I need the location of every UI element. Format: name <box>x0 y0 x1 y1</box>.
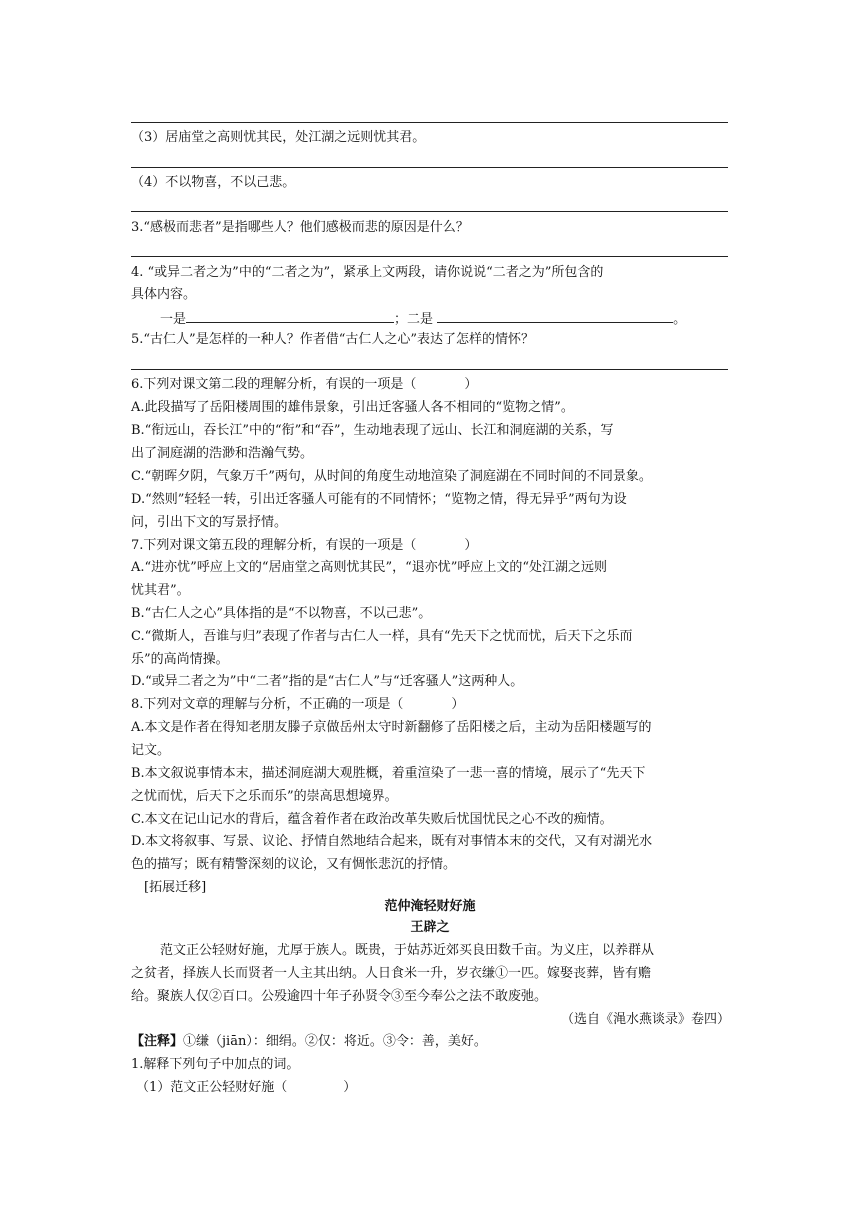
q8-close: ） <box>451 697 465 712</box>
q8-option-a-line2: 记文。 <box>131 743 171 758</box>
q8-stem-text: 8.下列对文章的理解与分析，不正确的一项是（ <box>131 697 404 712</box>
q7-option-c-line2: 乐”的高尚情操。 <box>131 652 229 667</box>
answer-line <box>131 256 728 257</box>
question-5: 5.“古仁人”是怎样的一种人？作者借“古仁人之心”表达了怎样的情怀？ <box>131 332 534 347</box>
q7-option-b: B.“古仁人之心”具体指的是“不以物喜，不以己悲”。 <box>131 606 432 621</box>
q6-option-d-line1: D.“然则”轻轻一转，引出迁客骚人可能有的不同情怀；“览物之情，得无异乎”两句为设 <box>131 492 627 507</box>
question-4-line2: 具体内容。 <box>131 287 197 302</box>
question-4-answer-row <box>160 308 686 330</box>
q7-option-a-line1: A.“进亦忧”呼应上文的“居庙堂之高则忧其民”，“退亦忧”呼应上文的“处江湖之远则 <box>131 560 608 575</box>
q8-option-a-line1: A.本文是作者在得知老朋友滕子京做岳州太守时新翻修了岳阳楼之后，主动为岳阳楼题写的 <box>131 720 652 735</box>
q6-stem-text: 6.下列对课文第二段的理解分析，有误的一项是（ <box>131 377 417 392</box>
passage-line-3: 给。聚族人仅②百口。公殁逾四十年子孙贤令③至今奉公之法不敢废弛。 <box>131 989 548 1004</box>
q8-option-b-line1: B.本文叙说事情本末，描述洞庭湖大观胜概，着重渲染了一悲一喜的情境，展示了“先天下 <box>131 766 646 781</box>
answer-line <box>131 167 728 168</box>
q4-one-label: 一是 <box>160 312 187 327</box>
question-4-line1: 4. “或异二者之为”中的“二者之为”，紧承上文两段，请你说说“二者之为”所包含的 <box>131 265 604 280</box>
question-8-stem <box>131 695 464 715</box>
annotation-text: ①缣（jiān）：细绢。②仅：将近。③令：善，美好。 <box>183 1034 487 1049</box>
question-3: 3.“感极而悲者”是指哪些人？他们感极而悲的原因是什么？ <box>131 220 469 235</box>
q6-option-a: A.此段描写了岳阳楼周围的雄伟景象，引出迁客骚人各不相同的“览物之情”。 <box>131 400 574 415</box>
q4-end: 。 <box>673 312 687 327</box>
q7-stem-text: 7.下列对课文第五段的理解分析，有误的一项是（ <box>131 538 417 553</box>
q6-option-d-line2: 问，引出下文的写景抒情。 <box>131 515 288 530</box>
passage-line-2: 之贫者，择族人长而贤者一人主其出纳。人日食米一升，岁衣缣①一匹。嫁娶丧葬，皆有赡 <box>131 966 652 981</box>
passage-author: 王辟之 <box>410 920 450 935</box>
item-3: （3）居庙堂之高则忧其民，处江湖之远则忧其君。 <box>131 130 426 145</box>
annotation <box>131 1032 487 1052</box>
q4-sep-label: ；二是 <box>394 312 434 327</box>
q7-option-d: D.“或异二者之为”中“二者”指的是“古仁人”与“迁客骚人”这两种人。 <box>131 674 524 689</box>
q6-close: ） <box>464 377 478 392</box>
passage-source: （选自《渑水燕谈录》卷四） <box>560 1012 730 1027</box>
question-7-stem <box>131 536 477 556</box>
q4-blank-2[interactable] <box>437 308 673 323</box>
extension-label: [拓展迁移] <box>144 880 207 895</box>
q7-close: ） <box>464 538 478 553</box>
q6-option-c: C.“朝晖夕阴，气象万千”两句，从时间的角度生动地渲染了洞庭湖在不同时间的不同景象。 <box>131 469 652 484</box>
item-4: （4）不以物喜，不以己悲。 <box>131 175 296 190</box>
q8-option-b-line2: 之忧而忧，后天下之乐而乐”的崇高思想境界。 <box>131 789 398 804</box>
q8-option-d-line1: D.本文将叙事、写景、议论、抒情自然地结合起来，既有对事情本末的交代，又有对湖光水 <box>131 834 653 849</box>
ext-q1-1-text: （1）范文正公轻财好施（ <box>136 1080 288 1095</box>
ext-question-1-1 <box>136 1078 356 1098</box>
q7-option-a-line2: 忧其君”。 <box>131 583 190 598</box>
q8-option-d-line2: 色的描写；既有精警深刻的议论，又有惆怅悲沉的抒情。 <box>131 857 457 872</box>
q6-option-b-line1: B.“衔远山，吞长江”中的“衔”和“吞”，生动地表现了远山、长江和洞庭湖的关系，写 <box>131 423 614 438</box>
answer-line <box>131 122 728 123</box>
q6-option-b-line2: 出了洞庭湖的浩渺和浩瀚气势。 <box>131 446 314 461</box>
annotation-label: 【注释】 <box>131 1034 184 1049</box>
q4-blank-1[interactable] <box>186 308 394 323</box>
q8-option-c: C.本文在记山记水的背后，蕴含着作者在政治改革失败后忧国忧民之心不改的痴情。 <box>131 812 613 827</box>
q7-option-c-line1: C.“微斯人，吾谁与归”表现了作者与古仁人一样，具有“先天下之忧而忧，后天下之乐而 <box>131 629 633 644</box>
passage-title: 范仲淹轻财好施 <box>384 899 476 914</box>
ext-question-1: 1.解释下列句子中加点的词。 <box>131 1057 300 1072</box>
answer-line <box>131 369 728 370</box>
ext-q1-1-close: ） <box>343 1080 357 1095</box>
passage-line-1: 范文正公轻财好施，尤厚于族人。既贵，于姑苏近郊买良田数千亩。为义庄，以养群从 <box>160 943 655 958</box>
answer-line <box>131 211 728 212</box>
question-6-stem <box>131 375 477 395</box>
